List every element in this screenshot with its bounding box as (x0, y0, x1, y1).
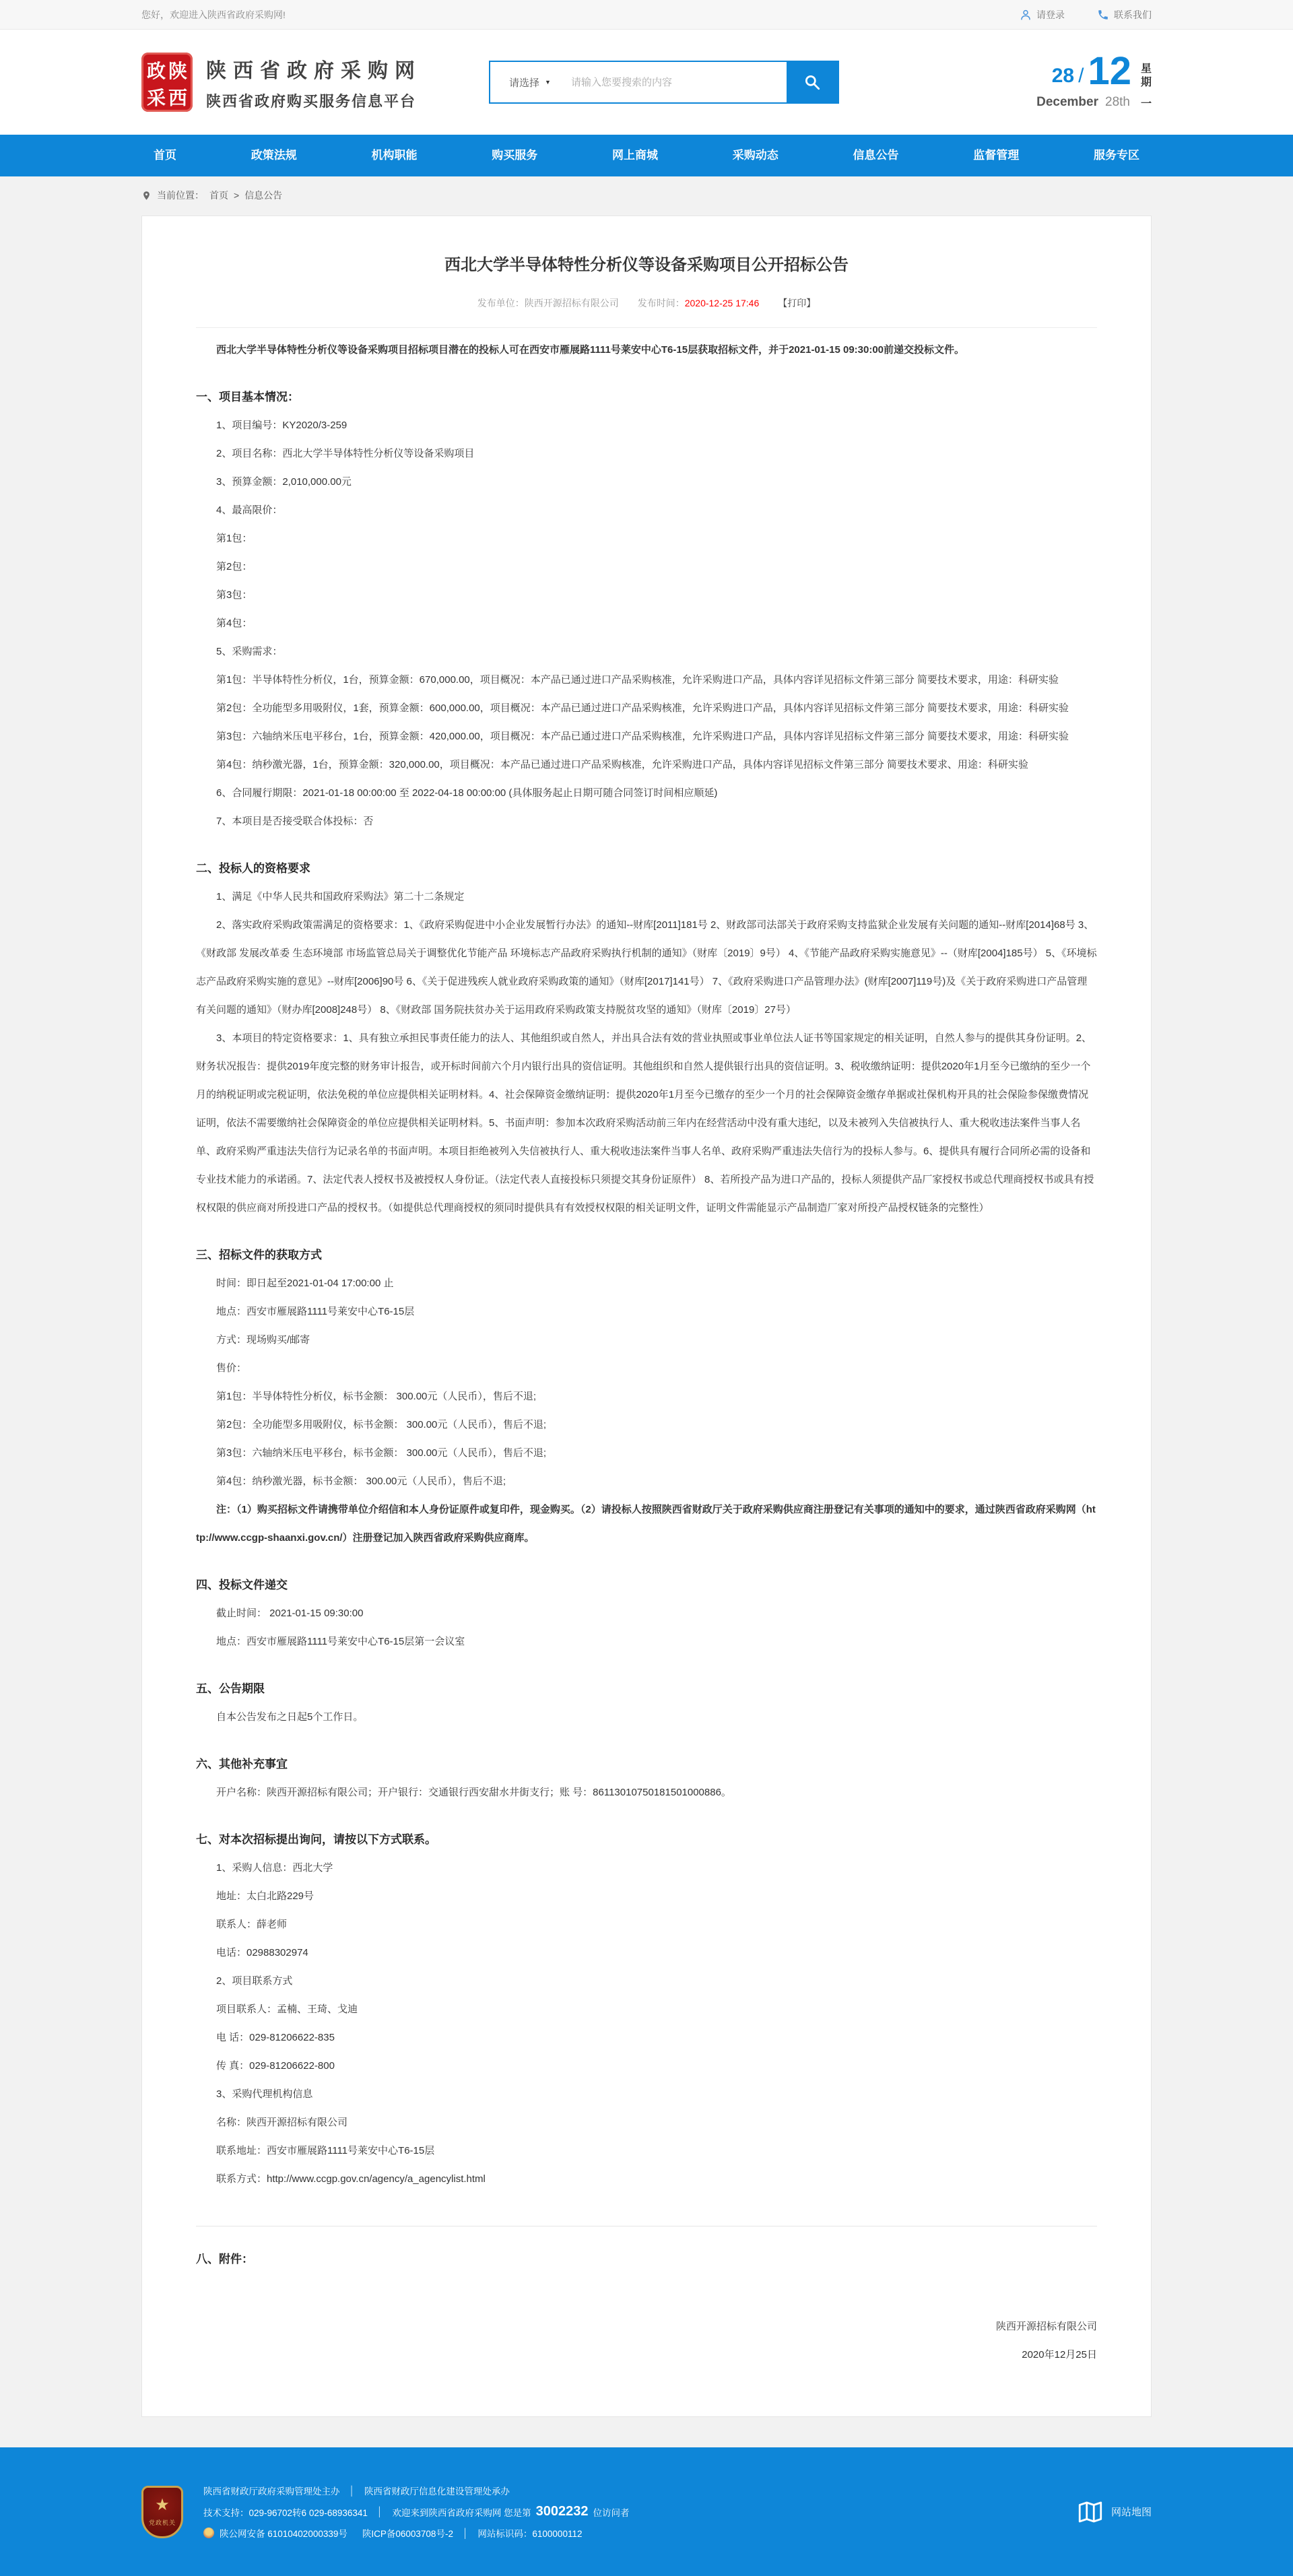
article-body (196, 336, 1097, 2369)
nav-item[interactable]: 信息公告 (853, 149, 899, 162)
page-title: 西北大学半导体特性分析仪等设备采购项目公开招标公告 (444, 256, 849, 274)
footer (0, 2447, 1293, 2576)
article-paragraph: 3、采购代理机构信息 (216, 2088, 313, 2100)
login-link[interactable]: 请登录 (1020, 8, 1065, 22)
security-record-link[interactable]: 陕公网安备 61010402000339号 (220, 2529, 347, 2539)
nav-item[interactable]: 购买服务 (492, 149, 538, 162)
nav-item[interactable]: 机构职能 (371, 149, 418, 162)
location-pin-icon (141, 189, 152, 202)
article-paragraph: 售价： (216, 1362, 247, 1374)
article-paragraph: 七、对本次招标提出询问，请按以下方式联系。 (196, 1833, 436, 1846)
sitemap-link[interactable]: 网站地图 (1076, 2498, 1152, 2526)
publisher-value: 陕西开源招标有限公司 (524, 298, 619, 308)
footer-support-line: 技术支持：029-96702转6 029-68936341 │ 欢迎来到陕西省政府采购网 您是第 3002232 位访问者 (203, 2504, 630, 2519)
site-subtitle: 陕西省政府购买服务信息平台 (206, 92, 417, 110)
article-paragraph: 2、项目联系方式 (216, 1975, 293, 1987)
article-paragraph: 开户名称：陕西开源招标有限公司；开户银行：交通银行西安甜水井街支行；账 号：86113010750181501000886。 (216, 1787, 731, 1798)
article-paragraph: 第2包：全功能型多用吸附仪，1套，预算金额：600,000.00，项目概况：本产品已通过进口产品采购核准，允许采购进口产品，具体内容详见招标文件第三部分 简要技术要求，用途：科研实验 (216, 702, 1069, 714)
article-paragraph: 六、其他补充事宜 (196, 1758, 288, 1771)
nav-item[interactable]: 政策法规 (251, 149, 297, 162)
announcement-card (141, 216, 1152, 2417)
article-meta (196, 296, 1097, 328)
article-paragraph: 第4包： (216, 618, 253, 629)
emblem-star-icon: ★ (155, 2495, 170, 2514)
article-paragraph: 西北大学半导体特性分析仪等设备采购项目招标项目潜在的投标人可在西安市雁展路1111号莱安中心T6-15层获取招标文件，并于2021-01-15 09:30:00前递交投标文件。 (216, 344, 965, 356)
logo-seal: 政 陕 采 西 (141, 53, 193, 112)
article-paragraph: 方式：现场购买/邮寄 (216, 1334, 310, 1346)
article-paragraph: 7、本项目是否接受联合体投标：否 (216, 816, 374, 827)
nav-item[interactable]: 首页 (154, 149, 176, 162)
contact-link[interactable]: 联系我们 (1097, 8, 1152, 22)
article-paragraph: 2、项目名称：西北大学半导体特性分析仪等设备采购项目 (216, 448, 475, 459)
search-input[interactable] (570, 62, 787, 102)
publish-time: 2020-12-25 17:46 (684, 298, 760, 308)
nav-item[interactable]: 服务专区 (1094, 149, 1139, 162)
date-day: 28 (1051, 64, 1075, 87)
breadcrumb (0, 176, 1293, 214)
article-paragraph: 名称：陕西开源招标有限公司 (216, 2117, 348, 2128)
article-paragraph: 联系人：薛老师 (216, 1919, 288, 1930)
footer-record-line: 陕公网安备 61010402000339号 陕ICP备06003708号-2 │ 网站标识码：6100000112 (203, 2526, 629, 2540)
nav-item[interactable]: 监督管理 (973, 149, 1020, 162)
article-paragraph: 1、项目编号：KY2020/3-259 (216, 420, 347, 431)
article-paragraph: 二、投标人的资格要求 (196, 862, 310, 875)
article-paragraph: 第4包：纳秒激光器，标书金额： 300.00元（人民币），售后不退; (216, 1476, 506, 1487)
article-paragraph: 第1包：半导体特性分析仪，1台，预算金额：670,000.00，项目概况：本产品已通过进口产品采购核准，允许采购进口产品，具体内容详见招标文件第三部分 简要技术要求，用途：科研实验 (216, 674, 1059, 686)
breadcrumb-label: 当前位置： (157, 190, 204, 201)
search-button[interactable] (787, 62, 838, 102)
article-paragraph: 联系方式：http://www.ccgp.gov.cn/agency/a_agencylist.html (216, 2173, 486, 2185)
article-paragraph: 一、项目基本情况： (196, 391, 299, 403)
site-title: 陕西省政府采购网 (206, 59, 422, 82)
breadcrumb-home[interactable]: 首页 (209, 190, 228, 201)
print-button[interactable]: 【打印】 (778, 298, 816, 308)
article-paragraph: 地点：西安市雁展路1111号莱安中心T6-15层 (216, 1306, 415, 1317)
article-paragraph: 3、本项目的特定资格要求：1、具有独立承担民事责任能力的法人、其他组织或自然人，并出具合法有效的营业执照或事业单位法人证书等国家规定的相关证明，自然人参与的提供其身份证明。2、财务状况报告：提供2019年度完整的财务审计报告，或开标时间前六个月内银行出具的资信证明。其他组织和自然人提供银行出具的资信证明。3、税收缴纳证明：提供2020年1月至今已缴纳的至少一个月的纳税证明或完税证明，依法免税的单位应提供相关证明材料。4、社会保障资金缴纳证明：提供2020年1月至今已缴存的至少一个月的社会保障资金缴存单据或社保机构开具的社会保险参保缴费情况证明，依法不需要缴纳社会保障资金的单位应提供相关证明材料。5、书面声明：参加本次政府采购活动前三年内在经营活动中没有重大违纪，以及未被列入失信被执行人、重大税收违法案件当事人名单、政府采购严重违法失信行为记录名单的书面声明。本项目拒绝被列入失信被执行人、重大税收违法案件当事人名单、政府采购严重违法失信行为的投标人参与。6、提供具有履行合同所必需的设备和专业技术能力的承诺函。7、法定代表人授权书及被授权人身份证。（法定代表人直接投标只须提交其身份证原件） 8、若所投产品为进口产品的，投标人须提供产品厂家授权书或总代理商授权书或具有授权权限的供应商对所投进口产品的授权书。（如提供总代理商授权的须同时提供具有有效授权权限的相关证明文件，证明文件需能显示产品制造厂家对所投产品授权链条的完整性） (196, 1032, 1094, 1214)
main-nav (0, 135, 1293, 176)
article-paragraph: 6、合同履行期限：2021-01-18 00:00:00 至 2022-04-18 00:00:00 (具体服务起止日期可随合同签订时间相应顺延) (216, 787, 718, 799)
date-day-ordinal: 28th (1105, 95, 1130, 110)
article-paragraph: 电话：02988302974 (216, 1947, 308, 1958)
footer-organizer-line: 陕西省财政厅政府采购管理处主办 │ 陕西省财政厅信息化建设管理处承办 (203, 2485, 510, 2497)
government-emblem: ★ 党政机关 (141, 2486, 183, 2538)
visitor-count: 3002232 (535, 2504, 589, 2519)
article-paragraph: 陕西开源招标有限公司 (995, 2321, 1097, 2332)
icp-link[interactable]: 陕ICP备06003708号-2 (362, 2529, 453, 2539)
phone-icon (1097, 9, 1109, 21)
weekday: 一 (1140, 98, 1152, 110)
article-paragraph: 5、采购需求： (216, 646, 283, 657)
date-month: 12 (1088, 49, 1131, 94)
site-logo[interactable] (141, 53, 422, 112)
article-paragraph: 3、预算金额：2,010,000.00元 (216, 476, 352, 488)
date-widget: 28 / 12 星 期 December 28th 一 (1036, 49, 1152, 110)
article-paragraph: 第1包： (216, 533, 253, 544)
police-badge-icon (203, 2528, 214, 2538)
article-paragraph: 注：（1）购买招标文件请携带单位介绍信和本人身份证原件或复印件，现金购买。（2）请投标人按照陕西省财政厅关于政府采购供应商注册登记有关事项的通知中的要求，通过陕西省政府采购网（http://www.ccgp-shaanxi.gov.cn/）注册登记加入陕西省政府采购供应商库。 (196, 1504, 1096, 1544)
chevron-down-icon: ▼ (545, 79, 551, 86)
article-paragraph: 自本公告发布之日起5个工作日。 (216, 1711, 364, 1723)
article-paragraph: 三、招标文件的获取方式 (196, 1249, 322, 1261)
site-header (0, 30, 1293, 135)
article-paragraph: 时间：即日起至2021-01-04 17:00:00 止 (216, 1278, 394, 1289)
article-paragraph: 截止时间： 2021-01-15 09:30:00 (216, 1608, 364, 1619)
article-paragraph: 2020年12月25日 (1022, 2349, 1097, 2360)
article-paragraph: 第4包：纳秒激光器，1台，预算金额：320,000.00，项目概况：本产品已通过进口产品采购核准，允许采购进口产品，具体内容详见招标文件第三部分 简要技术要求、用途：科研实验 (216, 759, 1028, 770)
article-paragraph: 第1包：半导体特性分析仪，标书金额： 300.00元（人民币），售后不退; (216, 1391, 537, 1402)
article-paragraph: 第3包： (216, 589, 253, 601)
article-paragraph: 1、满足《中华人民共和国政府采购法》第二十二条规定 (216, 891, 465, 902)
user-icon (1020, 9, 1032, 21)
article-paragraph: 第3包：六轴纳米压电平移台，1台，预算金额：420,000.00，项目概况：本产品已通过进口产品采购核准，允许采购进口产品，具体内容详见招标文件第三部分 简要技术要求，用途：科研实验 (216, 731, 1069, 742)
article-paragraph: 电 话：029-81206622-835 (216, 2032, 335, 2043)
nav-item[interactable]: 网上商城 (612, 149, 658, 162)
breadcrumb-current[interactable]: 信息公告 (244, 190, 283, 201)
article-paragraph: 1、采购人信息：西北大学 (216, 1862, 333, 1874)
search-icon (803, 73, 821, 91)
search-category-select[interactable]: 请选择 ▼ (509, 77, 551, 89)
nav-item[interactable]: 采购动态 (732, 149, 778, 162)
map-icon (1076, 2498, 1104, 2526)
welcome-text: 您好，欢迎进入陕西省政府采购网! (141, 9, 286, 20)
article-paragraph: 联系地址：西安市雁展路1111号莱安中心T6-15层 (216, 2145, 435, 2156)
site-code: 网站标识码：6100000112 (477, 2529, 583, 2539)
article-paragraph: 第2包：全功能型多用吸附仪，标书金额： 300.00元（人民币），售后不退; (216, 1419, 547, 1430)
article-paragraph: 传 真：029-81206622-800 (216, 2060, 335, 2072)
article-paragraph: 2、落实政府采购政策需满足的资格要求：1、《政府采购促进中小企业发展暂行办法》的通知--财库[2011]181号 2、财政部司法部关于政府采购支持监狱企业发展有关问题的通知--财库[2014]68号 3、《财政部 发展改革委 生态环境部 市场监管总局关于调整优化节能产品 环境标志产品政府采购执行机制的通知》（财库〔2019〕9号） 4、《节能产品政府采购实施意见》--（财库[2004]185号） 5、《环境标志产品政府采购实施的意见》--财库[2006]90号 6、《关于促进残疾人就业政府采购政策的通知》（财库[2017]141号） 7、《政府采购进口产品管理办法》(财库[2007]119号)及《关于政府采购进口产品管理有关问题的通知》（财办库[2008]248号） 8、《财政部 国务院扶贫办关于运用政府采购政策支持脱贫攻坚的通知》（财库〔2019〕27号） (196, 919, 1097, 1016)
publisher-label: 发布单位： (477, 298, 525, 308)
search-box (489, 61, 839, 104)
article-paragraph: 4、最高限价： (216, 504, 283, 516)
article-paragraph: 八、附件： (196, 2253, 253, 2266)
article-paragraph: 地址：太白北路229号 (216, 1890, 314, 1902)
main-content (0, 214, 1293, 2447)
article-paragraph: 地点：西安市雁展路1111号莱安中心T6-15层第一会议室 (216, 1636, 465, 1647)
publish-time-label: 发布时间： (637, 298, 685, 308)
breadcrumb-separator: > (234, 190, 240, 201)
article-paragraph: 四、投标文件递交 (196, 1579, 288, 1591)
week-label: 星 期 (1140, 63, 1152, 88)
article-paragraph: 第3包：六轴纳米压电平移台，标书金额： 300.00元（人民币），售后不退; (216, 1447, 547, 1459)
topbar (0, 0, 1293, 30)
article-paragraph: 第2包： (216, 561, 253, 572)
date-month-en: December (1036, 95, 1098, 110)
article-paragraph: 五、公告期限 (196, 1682, 265, 1695)
article-paragraph: 项目联系人：孟楠、王琦、戈迪 (216, 2004, 358, 2015)
